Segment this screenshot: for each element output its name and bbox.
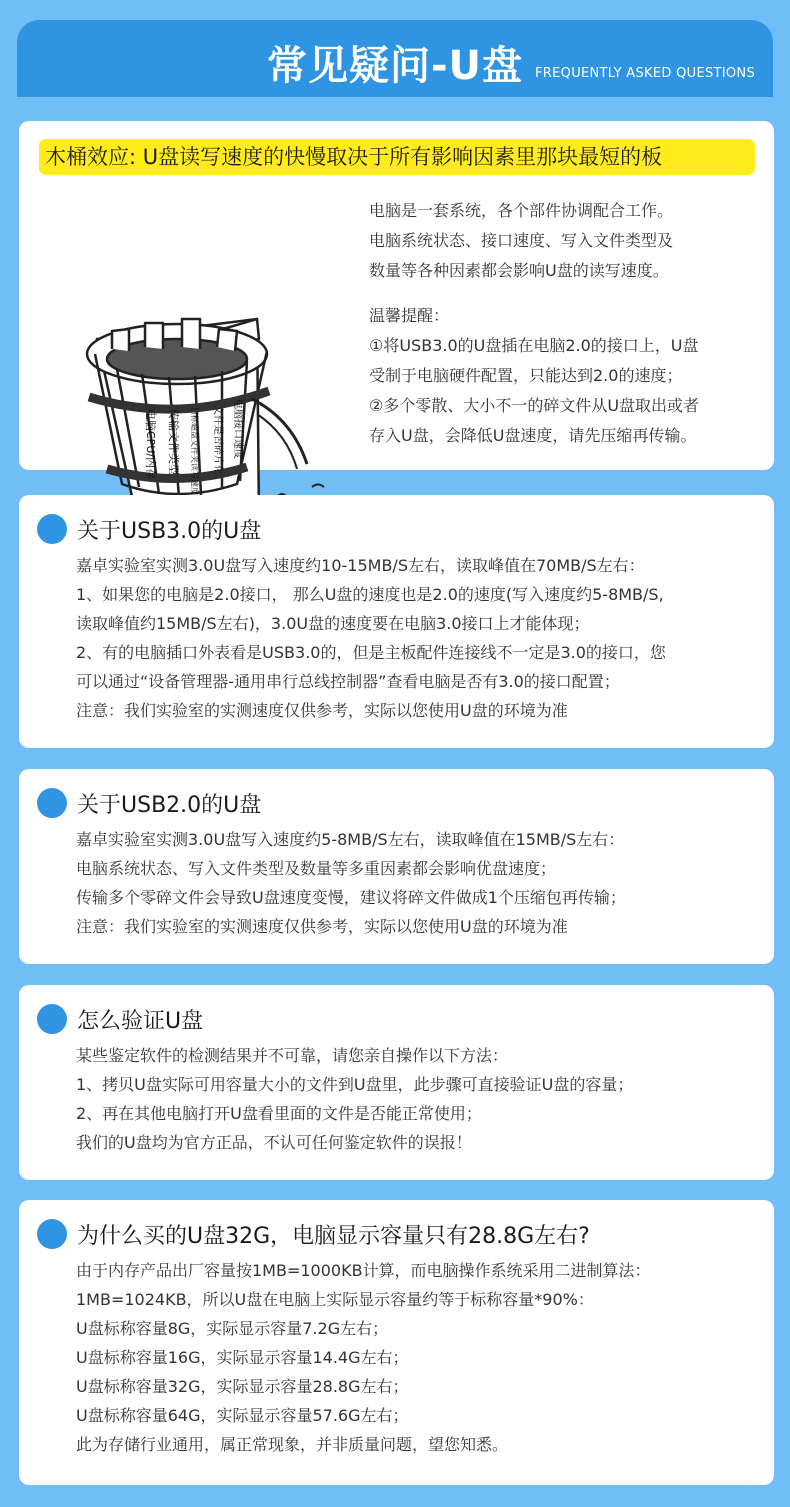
intro-card [19, 121, 774, 495]
faq-card-capacity [19, 1200, 774, 1485]
bucket-label-port-speed: 电脑接口速度 [232, 399, 243, 459]
section-line: U盘标称容量8G，实际显示容量7.2G左右； [76, 1319, 389, 1338]
section-heading [37, 511, 261, 547]
tips-line: 存入U盘，会降低U盘速度，请先压缩再传输。 [369, 426, 697, 445]
bullet-dot-icon [37, 1004, 67, 1034]
section-line: 可以通过“设备管理器-通用串行总线控制器”查看电脑是否有3.0的接口配置； [76, 672, 620, 691]
tips-line: ①将USB3.0的U盘插在电脑2.0的接口上，U盘 [369, 336, 699, 355]
section-line: 某些鉴定软件的检测结果并不可靠，请您亲自操作以下方法： [76, 1046, 509, 1065]
tips-block [369, 301, 764, 451]
page-header [17, 20, 773, 97]
bucket-label-disk-speed: 目标磁盘文件夹读写速度 [190, 407, 199, 495]
section-line: 注意：我们实验室的实测速度仅供参考，实际以您使用U盘的环境为准 [76, 701, 568, 720]
wooden-bucket-illustration [67, 219, 367, 519]
section-line: 读取峰值约15MB/S左右)，3.0U盘的速度要在电脑3.0接口上才能体现； [76, 614, 590, 633]
faq-card-usb3 [19, 495, 774, 748]
bullet-dot-icon [37, 1219, 67, 1249]
faq-card-verify [19, 985, 774, 1180]
page-title: 常见疑问-U盘 [266, 43, 524, 89]
section-title: 关于USB2.0的U盘 [77, 792, 262, 818]
section-heading [37, 1216, 590, 1252]
intro-line: 电脑是一套系统，各个部件协调配合工作。 [369, 201, 674, 220]
intro-line: 电脑系统状态、接口速度、写入文件类型及 [369, 231, 674, 250]
section-line: U盘标称容量32G，实际显示容量28.8G左右； [76, 1377, 409, 1396]
section-title: 为什么买的U盘32G，电脑显示容量只有28.8G左右? [77, 1223, 590, 1249]
section-line: 1MB=1024KB，所以U盘在电脑上实际显示容量约等于标称容量*90%： [76, 1290, 594, 1309]
section-line: 注意：我们实验室的实测速度仅供参考，实际以您使用U盘的环境为准 [76, 917, 568, 936]
section-line: 由于内存产品出厂容量按1MB=1000KB计算，而电脑操作系统采用二进制算法： [76, 1261, 651, 1280]
section-body [76, 551, 758, 725]
section-line: 传输多个零碎文件会导致U盘速度变慢，建议将碎文件做成1个压缩包再传输； [76, 888, 626, 907]
tips-title: 温馨提醒： [369, 306, 450, 325]
section-body [76, 1256, 758, 1459]
bucket-label-cpu: 电脑CPU/内存 [144, 409, 157, 480]
intro-paragraph [369, 196, 764, 286]
barrel-effect-banner: 木桶效应: U盘读写速度的快慢取决于所有影响因素里那块最短的板 [39, 139, 755, 175]
bucket-label-fragmentation: 文件是否碎片化 [212, 405, 223, 475]
section-line: U盘标称容量64G，实际显示容量57.6G左右； [76, 1406, 409, 1425]
section-line: 我们的U盘均为官方正品，不认可任何鉴定软件的误报！ [76, 1133, 472, 1152]
faq-card-usb2 [19, 769, 774, 964]
tips-line: ②多个零散、大小不一的碎文件从U盘取出或者 [369, 396, 700, 415]
bucket-label-file-type: 传输文件类型 [167, 409, 180, 475]
section-body [76, 825, 758, 941]
section-heading [37, 1001, 203, 1037]
section-line: 嘉卓实验室实测3.0U盘写入速度约10-15MB/S左右，读取峰值在70MB/S左右： [76, 556, 645, 575]
intro-line: 数量等各种因素都会影响U盘的读写速度。 [369, 261, 669, 280]
section-line: 电脑系统状态、写入文件类型及数量等多重因素都会影响优盘速度； [76, 859, 557, 878]
bullet-dot-icon [37, 514, 67, 544]
section-line: 2、有的电脑插口外表看是USB3.0的，但是主板配件连接线不一定是3.0的接口，您 [76, 643, 666, 662]
section-line: 嘉卓实验室实测3.0U盘写入速度约5-8MB/S左右，读取峰值在15MB/S左右： [76, 830, 625, 849]
section-heading [37, 785, 261, 821]
section-title: 怎么验证U盘 [77, 1008, 204, 1034]
tips-line: 受制于电脑硬件配置，只能达到2.0的速度； [369, 366, 683, 385]
page-subtitle: FREQUENTLY ASKED QUESTIONS [535, 66, 755, 81]
section-line: 2、再在其他电脑打开U盘看里面的文件是否能正常使用； [76, 1104, 482, 1123]
section-title: 关于USB3.0的U盘 [77, 518, 262, 544]
bullet-dot-icon [37, 788, 67, 818]
section-line: 此为存储行业通用，属正常现象，并非质量问题，望您知悉。 [76, 1435, 509, 1454]
section-line: U盘标称容量16G，实际显示容量14.4G左右； [76, 1348, 409, 1367]
section-line: 1、拷贝U盘实际可用容量大小的文件到U盘里，此步骤可直接验证U盘的容量； [76, 1075, 634, 1094]
section-body [76, 1041, 758, 1157]
section-line: 1、如果您的电脑是2.0接口， 那么U盘的速度也是2.0的速度(写入速度约5-8MB/S, [76, 585, 664, 604]
